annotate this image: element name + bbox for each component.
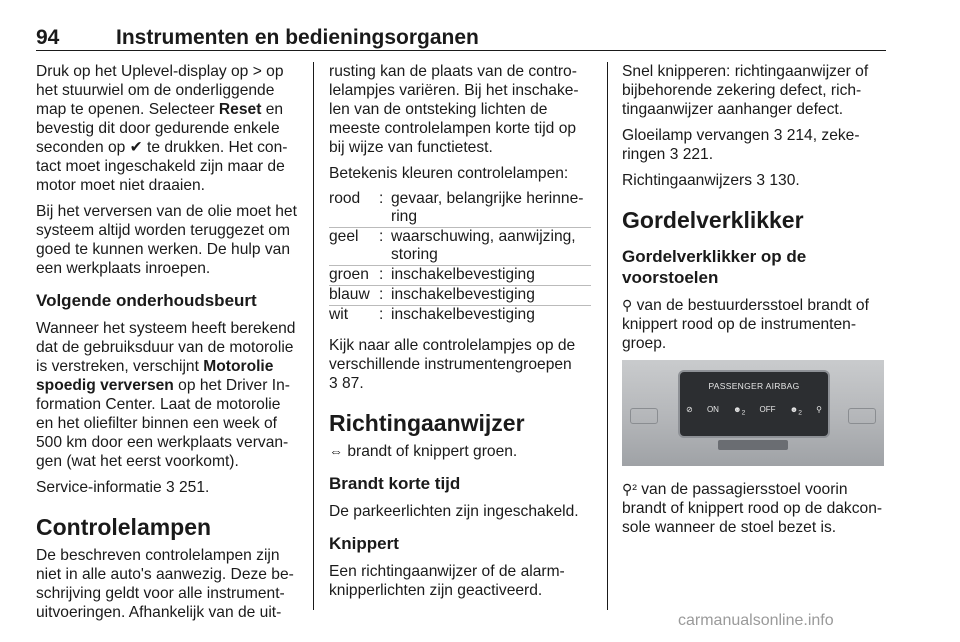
paragraph-driver-belt: ⚲ van de bestuurdersstoel brandt of knippert rood op de instrumenten-groep. xyxy=(622,297,869,352)
page-reference: 3 130. xyxy=(756,172,800,189)
courtesy-lamp-left xyxy=(630,408,658,424)
paragraph-reset: Druk op het Uplevel-display op > op het stuurwiel om de onderliggende map te openen. Selecteer Reset en bevestig dit door gedurende enkele seconden op ✔ te drukken. Het con-tact moet ingeschakeld zijn maar de motor moet niet draaien. xyxy=(36,63,288,194)
column-divider-2 xyxy=(607,62,608,610)
page-reference: 3 221. xyxy=(669,146,714,163)
table-row: wit : inschakelbevestiging xyxy=(329,306,535,323)
no-seatbelt-icon: ⊘ xyxy=(686,405,693,414)
page-reference: 3 87. xyxy=(329,375,364,392)
page-reference: 3 214 xyxy=(773,127,813,144)
airbag-on-label: ON xyxy=(706,405,719,414)
paragraph-lamps-cont: rusting kan de plaats van de contro-lelampjes variëren. Bij het inschake-len van de ontsteking lichten de meeste controlelampen korte tijd op bij wijze van functietest. xyxy=(329,63,579,156)
paragraph-oil-change: Wanneer het systeem heeft berekend dat de gebruiksduur van de motorolie is verstreken, verschijnt Motorolie spoedig verversen op het Driver In-formation Center. Laat de motorolie en het oliefilter binnen een week of 500 km door een werkplaats vervan-gen (wat het eerst voorkomt). xyxy=(36,320,296,470)
check-icon: ✔ xyxy=(129,139,143,156)
column-2 xyxy=(329,62,591,607)
heading-front-seats: Gordelverklikker op de voorstoelen xyxy=(622,247,807,287)
courtesy-lamp-right xyxy=(848,408,876,424)
paragraph-passenger-belt: ⚲² van de passagiersstoel voorin brandt of knippert rood op de dakcon-sole wanneer de stoel bezet is. xyxy=(622,481,883,536)
heading-flashing: Knippert xyxy=(329,534,399,553)
paragraph-service-info: Service-informatie 3 251. xyxy=(36,479,210,496)
page-number: 94 xyxy=(36,26,60,49)
column-1 xyxy=(36,62,298,629)
paragraph-parking-lights: De parkeerlichten zijn ingeschakeld. xyxy=(329,503,579,520)
paragraph-indicators: Richtingaanwijzers 3 130. xyxy=(622,172,800,189)
table-row: rood : gevaar, belangrijke herinne-ring xyxy=(329,190,591,228)
column-divider-1 xyxy=(313,62,314,610)
oil-message: Motorolie spoedig verversen xyxy=(36,358,274,394)
paragraph-oil: Bij het verversen van de olie moet het systeem altijd worden teruggezet om goed te kunnen werken. De hulp van een werkplaats inroepen. xyxy=(36,203,297,277)
paragraph-hazard: Een richtingaanwijzer of de alarm-knipperlichten zijn geactiveerd. xyxy=(329,563,565,599)
paragraph-turn-signal: ⇔ brandt of knippert groen. xyxy=(329,443,518,460)
page-title: Instrumenten en bedieningsorganen xyxy=(116,26,479,49)
chevron-right-icon: > xyxy=(252,63,262,80)
reset-label: Reset xyxy=(218,101,262,118)
paragraph-bulb: Gloeilamp vervangen 3 214, zeke-ringen 3 221. xyxy=(622,127,860,163)
heading-warning-lamps: Controlelampen xyxy=(36,514,212,540)
airbag-on-icon: $☻_2$ xyxy=(733,405,746,417)
page-reference: 3 251. xyxy=(166,479,210,496)
seatbelt-icon: ⚲ xyxy=(622,297,633,313)
table-row: groen : inschakelbevestiging xyxy=(329,266,591,286)
airbag-off-icon: $☻_2$ xyxy=(789,405,802,417)
paragraph-instrument-groups: Kijk naar alle controlelampjes op de verschillende instrumentengroepen 3 87. xyxy=(329,337,576,392)
paragraph-fast-flash: Snel knipperen: richtingaanwijzer of bijbehorende zekering defect, rich-tingaanwijzer aanhanger defect. xyxy=(622,63,869,118)
airbag-panel-row xyxy=(686,400,822,423)
page-header xyxy=(36,22,886,52)
heading-turn-signal: Richtingaanwijzer xyxy=(329,410,525,436)
airbag-panel-title: PASSENGER AIRBAG xyxy=(708,381,800,391)
passenger-airbag-panel xyxy=(678,370,830,438)
table-row: geel : waarschuwing, aanwijzing, storing xyxy=(329,228,591,266)
column-3 xyxy=(622,62,884,544)
passenger-seatbelt-icon: ⚲² xyxy=(622,481,637,497)
heading-seatbelt: Gordelverklikker xyxy=(622,207,804,233)
airbag-off-label: OFF xyxy=(759,405,776,414)
passenger-seatbelt-icon: ⚲ xyxy=(816,405,822,414)
airbag-panel-image xyxy=(622,360,884,466)
heading-next-service: Volgende onderhoudsbeurt xyxy=(36,291,257,310)
color-table xyxy=(329,190,591,324)
console-bar xyxy=(718,440,788,450)
paragraph-color-meaning: Betekenis kleuren controlelampen: xyxy=(329,165,569,182)
header-rule xyxy=(36,50,886,51)
watermark: carmanualsonline.info xyxy=(678,612,834,629)
heading-lit-briefly: Brandt korte tijd xyxy=(329,474,461,493)
paragraph-lamps-intro: De beschreven controlelampen zijn niet in alle auto's aanwezig. Deze be-schrijving geldt voor alle instrument-uitvoeringen. Afhankelijk van de uit- xyxy=(36,547,294,621)
table-row: blauw : inschakelbevestiging xyxy=(329,286,591,306)
turn-signal-icon: ⇔ xyxy=(329,443,343,459)
